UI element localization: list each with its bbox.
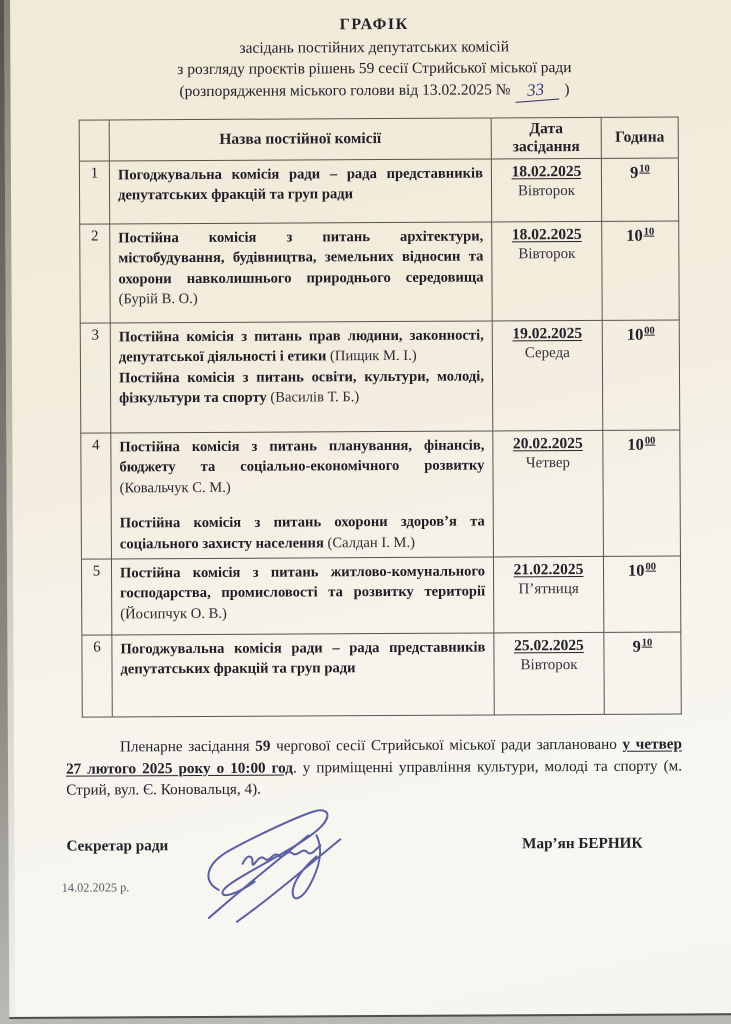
secretary-role: Секретар ради <box>66 837 169 855</box>
document-title: ГРАФІК <box>339 15 409 34</box>
plenary-datetime: у четвер 27 лютого 2025 року о 10:00 год <box>66 735 682 778</box>
header-hour: Година <box>601 117 678 158</box>
table-header-row <box>79 117 678 161</box>
handwritten-order-number: 33 <box>514 78 560 103</box>
meeting-time-cell: $10^{10}$ <box>602 221 680 320</box>
table-row <box>79 158 678 224</box>
document-subtitle-line2: засідань постійних депутатських комісій <box>239 38 510 57</box>
meeting-date-cell: 19.02.2025 Середа <box>492 320 603 431</box>
document-subtitle-line3: з розгляду проєктів рішень 59 сесії Стрийської міської ради <box>177 58 572 78</box>
meeting-time-cell: $10^{00}$ <box>603 556 680 632</box>
signature-scribble <box>196 801 355 924</box>
header-date-line1: Дата <box>529 120 564 138</box>
table-row <box>82 632 681 717</box>
paper-sheet <box>4 0 731 1019</box>
meeting-time-cell: $10^{00}$ <box>603 430 681 556</box>
paper-edge-shadow <box>4 0 15 1017</box>
row-number-cell: 6 <box>82 635 112 717</box>
meeting-time-cell: $9^{10}$ <box>601 158 678 221</box>
table-row <box>81 556 680 635</box>
order-reference-line <box>4 77 731 103</box>
header-commission-name: Назва постійної комісії <box>109 118 491 161</box>
row-number-cell: 2 <box>80 224 111 323</box>
header-meeting-date <box>491 117 601 159</box>
commission-name-cell: Постійна комісія з питань архітектури, містобудування, будівництва, земельних відносин та охорони навколишнього природнього середовища (Бурій В. О.) <box>110 222 493 323</box>
meeting-date-cell: 21.02.2025 П’ятниця <box>493 556 603 633</box>
schedule-table <box>79 116 682 717</box>
table-row <box>81 430 681 559</box>
table-row <box>80 320 680 433</box>
secretary-name: Мар’ян БЕРНИК <box>522 834 643 853</box>
plenary-session-paragraph: Пленарне засідання 59 чергової сесії Стрийської міської ради заплановано у четвер 27 лютого 2025 року о 10:00 год. у приміщенні управління культури, молоді та спорту (м. Стрий, вул. Є. Коновальця, 4). <box>66 735 683 799</box>
document-header <box>4 14 731 103</box>
commission-name-cell: Постійна комісія з питань прав людини, законності, депутатської діяльності і етики (Пищик М. І.) Постійна комісія з питань освіти, культури, молоді, фізкультури та спорту (Василів Т. Б.) <box>110 321 493 433</box>
table-row <box>80 221 680 323</box>
meeting-time-cell: $10^{00}$ <box>602 320 680 430</box>
document-date: 14.02.2025 р. <box>61 880 130 895</box>
commission-name-cell: Погоджувальна комісія ради – рада представників депутатських фракцій та груп ради <box>112 633 494 717</box>
order-prefix: (розпорядження міського голови від 13.02.2025 № <box>179 81 511 101</box>
commission-name-cell: Постійна комісія з питань житлово-комунального господарства, промисловості та розвитку території (Йосипчук О. В.) <box>111 557 493 635</box>
commission-name-cell: Погоджувальна комісія ради – рада представників депутатських фракцій та груп ради <box>109 159 491 224</box>
row-number-cell: 1 <box>79 161 109 224</box>
header-number-cell <box>79 120 109 161</box>
row-number-cell: 4 <box>81 433 112 559</box>
meeting-date-cell: 18.02.2025 Вівторок <box>492 221 603 321</box>
row-number-cell: 3 <box>80 323 111 433</box>
commission-name-cell: Постійна комісія з питань планування, фінансів, бюджету та соціально-економічного розвитку (Ковальчук С. М.) Постійна комісія з питань охорони здоров’я та соціального захисту населення (Салдан І. М.) <box>111 431 494 559</box>
meeting-date-cell: 20.02.2025 Четвер <box>493 430 604 557</box>
meeting-time-cell: $9^{10}$ <box>604 632 681 714</box>
meeting-date-cell: 18.02.2025 Вівторок <box>491 158 601 222</box>
order-suffix: ) <box>564 81 570 99</box>
session-number: 59 <box>255 737 271 755</box>
row-number-cell: 5 <box>81 559 111 635</box>
meeting-date-cell: 25.02.2025 Вівторок <box>494 632 604 715</box>
header-date-line2: засідання <box>512 137 580 156</box>
